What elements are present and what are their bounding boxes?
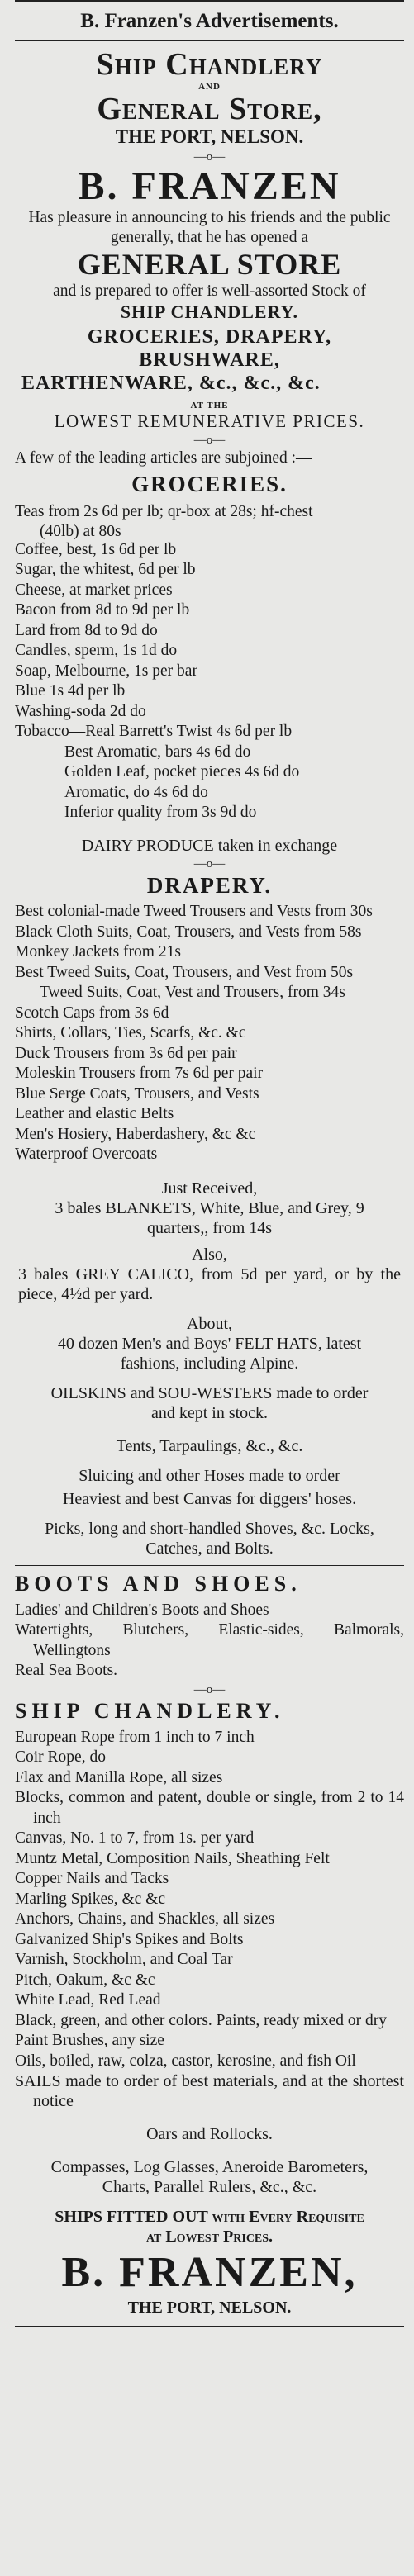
list-item: Cheese, at market prices (15, 581, 173, 599)
sails: SAILS made to order of best materials, and at the shortest notice (15, 2072, 404, 2110)
oars: Oars and Rollocks. (146, 2125, 273, 2143)
list-item: (40lb) at 80s (40, 522, 121, 540)
sluicing: Sluicing and other Hoses made to order (79, 1466, 340, 1485)
list-item: Flax and Manilla Rope, all sizes (15, 1768, 223, 1786)
goods-line-1: GROCERIES, DRAPERY, (87, 325, 332, 348)
list-item: Anchors, Chains, and Shackles, all sizes (15, 1910, 275, 1928)
list-item: Golden Leaf, pocket pieces 4s 6d do (64, 763, 300, 780)
list-item: Best Aromatic, bars 4s 6d do (64, 742, 251, 761)
list-item: Canvas, No. 1 to 7, from 1s. per yard (15, 1829, 255, 1847)
and-label: AND (198, 82, 221, 92)
compasses: Compasses, Log Glasses, Aneroide Barometers, Charts, Parallel Rulers, &c., &c. (50, 2158, 369, 2196)
ornament: —o— (193, 1682, 226, 1696)
list-item: Washing-soda 2d do (15, 702, 146, 720)
list-item: Paint Brushes, any size (15, 2032, 164, 2049)
list-item: Bacon from 8d to 9d per lb (15, 601, 190, 619)
groceries-list (15, 502, 404, 823)
list-item: Varnish, Stockholm, and Coal Tar (15, 1951, 233, 1968)
list-item: Scotch Caps from 3s 6d (15, 1003, 169, 1022)
drapery-list (15, 902, 404, 1165)
ornament: —o— (193, 857, 226, 871)
grey-calico: 3 bales GREY CALICO, from 5d per yard, or by the piece, 4½d per yard. (18, 1264, 401, 1303)
list-item: Candles, sperm, 1s 1d do (15, 642, 178, 659)
felt-hats: 40 dozen Men's and Boys' FELT HATS, latest fashions, including Alpine. (57, 1334, 362, 1373)
list-item: Marling Spikes, &c &c (15, 1890, 165, 1908)
list-item: Oils, boiled, raw, colza, castor, kerosine, and fish Oil (15, 2052, 356, 2070)
title-general-store: General Store, (97, 92, 322, 126)
page-header: B. Franzen's Advertisements. (80, 10, 339, 32)
announcement: Has pleasure in announcing to his friends and the public generally, that he has opened a (28, 209, 391, 246)
blankets: 3 bales BLANKETS, White, Blue, and Grey, 9 quarters,, from 14s (55, 1198, 364, 1237)
picks: Picks, long and short-handled Shoves, &c. Locks, Catches, and Bolts. (45, 1519, 374, 1558)
bottom-rule (15, 2326, 404, 2327)
goods-line-3: EARTHENWARE, &c., &c., &c. (21, 372, 321, 394)
list-item: Tobacco—Real Barrett's Twist 4s 6d per lb (15, 723, 293, 740)
footer-location: THE PORT, NELSON. (127, 2298, 292, 2317)
canvas-hoses: Heaviest and best Canvas for diggers' hoses. (62, 1489, 357, 1508)
list-item: Best colonial-made Tweed Trousers and Vests from 30s (15, 903, 373, 920)
goods-line-2: BRUSHWARE, (139, 349, 280, 371)
intro-text: A few of the leading articles are subjoined :— (15, 448, 312, 467)
location: THE PORT, NELSON. (115, 126, 304, 147)
list-item: Black, green, and other colors. Paints, ready mixed or dry (15, 2011, 387, 2029)
list-item: Best Tweed Suits, Coat, Trousers, and Vest from 50s (15, 963, 354, 981)
list-item: Pitch, Oakum, &c &c (15, 1971, 155, 1989)
boots-list (15, 1601, 404, 1682)
lowest-prices: LOWEST REMUNERATIVE PRICES. (54, 410, 365, 431)
store-masthead (15, 41, 404, 208)
also-label: Also, (192, 1245, 227, 1264)
list-item: Muntz Metal, Composition Nails, Sheathing Felt (15, 1849, 330, 1867)
dairy-produce: DAIRY PRODUCE taken in exchange (81, 836, 338, 855)
list-item: Inferior quality from 3s 9d do (64, 804, 257, 821)
list-item: Waterproof Overcoats (15, 1146, 158, 1163)
list-item: Sugar, the whitest, 6d per lb (15, 561, 196, 578)
list-item: Tweed Suits, Coat, Vest and Trousers, from 34s (40, 984, 345, 1001)
section-rule (15, 1565, 404, 1566)
list-item: Blue Serge Coats, Trousers, and Vests (15, 1084, 259, 1103)
ornament: —o— (193, 433, 226, 447)
title-ship-chandlery: Ship Chandlery (96, 47, 323, 82)
chandlery-heading: SHIP CHANDLERY. (15, 1698, 285, 1723)
groceries-heading: GROCERIES. (131, 472, 288, 496)
list-item: Copper Nails and Tacks (15, 1870, 169, 1887)
list-item: Blocks, common and patent, double or single, from 2 to 14 inch (15, 1789, 404, 1827)
list-item: Coffee, best, 1s 6d per lb (15, 540, 177, 558)
list-item: Watertights, Blutchers, Elastic-sides, Balmorals, Wellingtons (15, 1621, 404, 1659)
prepared-text: and is prepared to offer is well-assorted Stock of (53, 282, 366, 300)
list-item: Monkey Jackets from 21s (15, 943, 181, 961)
list-item: Ladies' and Children's Boots and Shoes (15, 1601, 269, 1619)
drapery-heading: DRAPERY. (146, 873, 273, 898)
ship-chandlery-line: SHIP CHANDLERY. (120, 301, 299, 322)
footer-merchant-name: B. FRANZEN, (61, 2249, 358, 2296)
boots-heading: BOOTS AND SHOES. (15, 1571, 302, 1596)
general-store-heading: GENERAL STORE (77, 248, 342, 281)
list-item: Coir Rope, do (15, 1748, 106, 1766)
at-the-label: AT THE (190, 400, 229, 410)
list-item: Real Sea Boots. (15, 1662, 118, 1679)
ornament: —o— (193, 150, 226, 164)
list-item: White Lead, Red Lead (15, 1991, 161, 2009)
list-item: Galvanized Ship's Spikes and Bolts (15, 1930, 244, 1948)
list-item: European Rope from 1 inch to 7 inch (15, 1728, 255, 1746)
list-item: Shirts, Collars, Ties, Scarfs, &c. &c (15, 1024, 246, 1041)
just-received: Just Received, (161, 1179, 258, 1198)
ships-fitted-out: SHIPS FITTED OUT with Every Requisite at Lowest Prices. (55, 2208, 364, 2246)
list-item: Leather and elastic Belts (15, 1105, 174, 1122)
oilskins: OILSKINS and SOU-WESTERS made to order and kept in stock. (50, 1383, 369, 1422)
list-item: Moleskin Trousers from 7s 6d per pair (15, 1065, 264, 1082)
list-item: Duck Trousers from 3s 6d per pair (15, 1044, 237, 1062)
about-label: About, (187, 1314, 232, 1333)
list-item: Teas from 2s 6d per lb; qr-box at 28s; hf-chest (15, 503, 313, 520)
chandlery-list (15, 1728, 404, 2072)
list-item: Lard from 8d to 9d do (15, 621, 158, 639)
list-item: Soap, Melbourne, 1s per bar (15, 662, 197, 680)
tents: Tents, Tarpaulings, &c., &c. (116, 1436, 303, 1455)
list-item: Aromatic, do 4s 6d do (64, 783, 208, 801)
list-item: Blue 1s 4d per lb (15, 682, 126, 700)
merchant-name: B. FRANZEN (78, 164, 341, 208)
list-item: Men's Hosiery, Haberdashery, &c &c (15, 1125, 256, 1143)
list-item: Black Cloth Suits, Coat, Trousers, and Vests from 58s (15, 923, 362, 941)
